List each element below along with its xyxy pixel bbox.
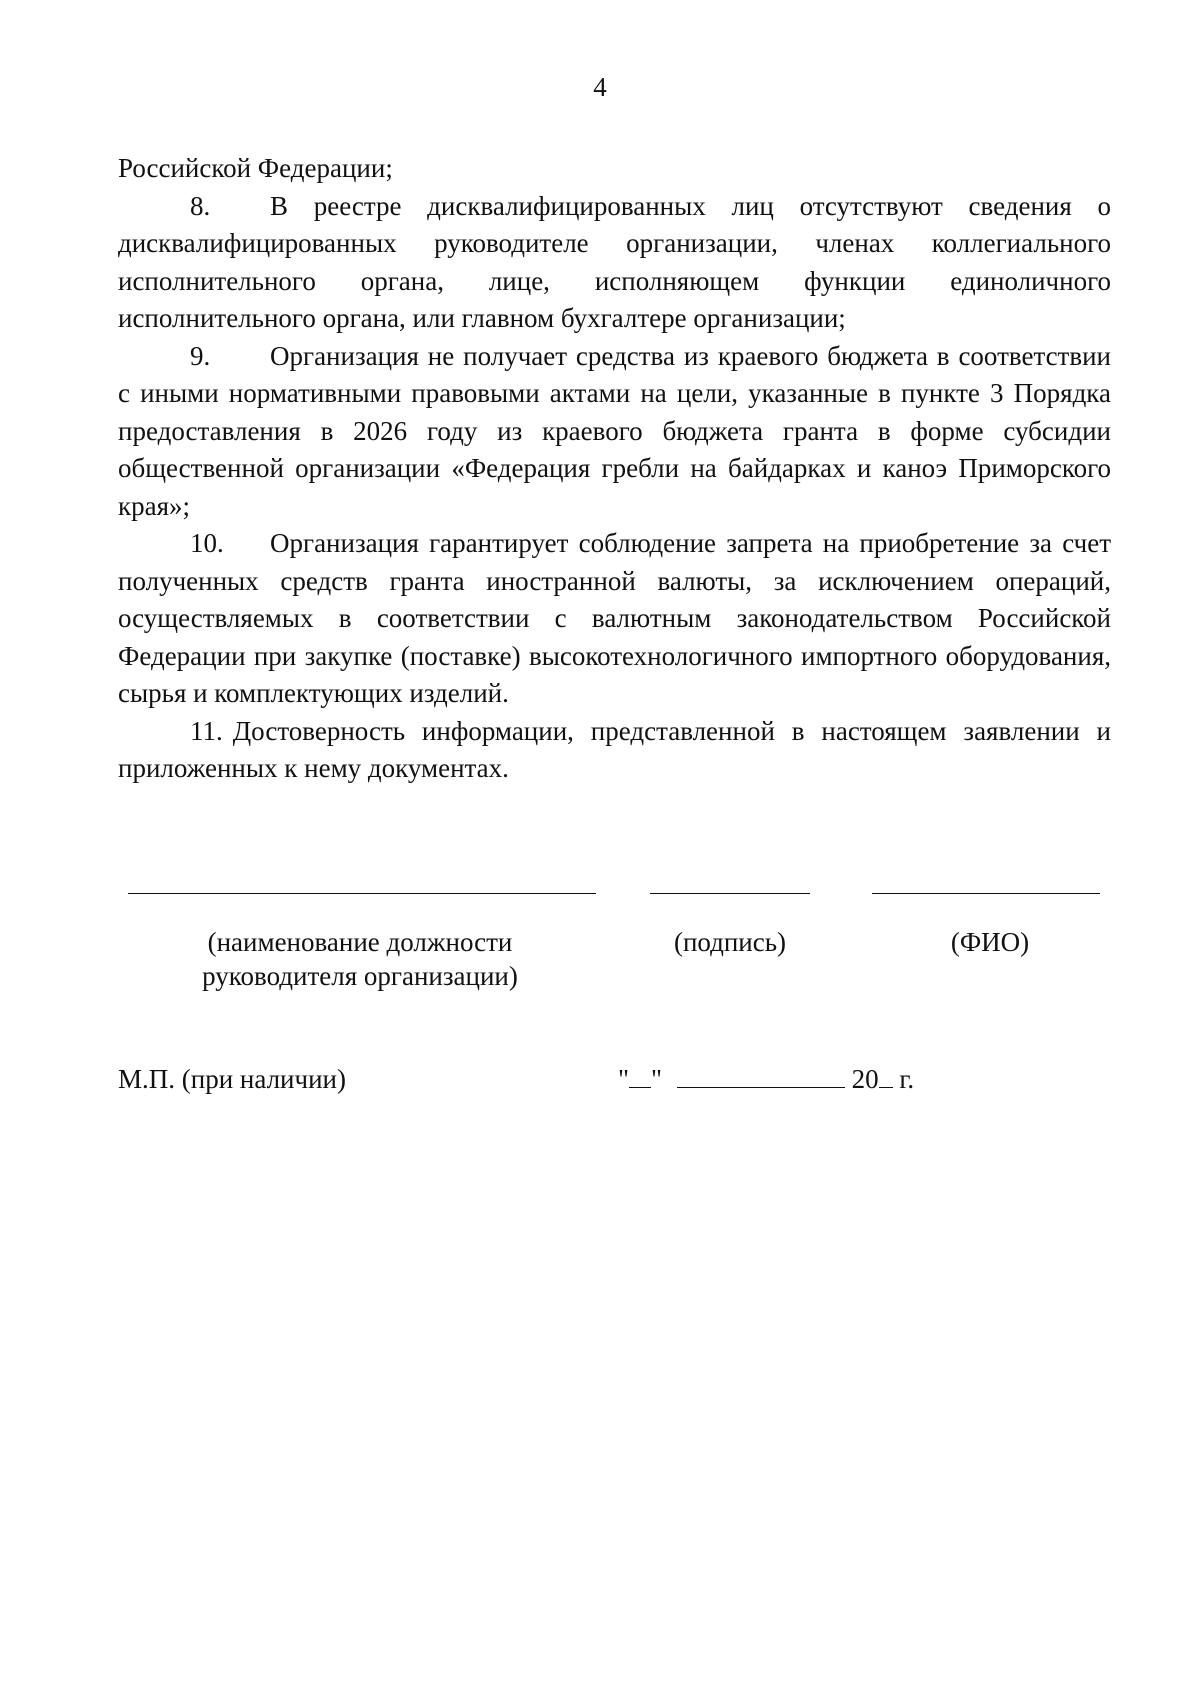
- item-text: Достоверность информации, представленной в настоящем заявлении и приложенных к нему документах.: [118, 715, 1111, 783]
- day-blank: [629, 1065, 651, 1088]
- stamp-label: М.П. (при наличии): [118, 1064, 346, 1094]
- date-quote-close: ": [651, 1064, 663, 1094]
- position-caption-line2: руководителя организации): [202, 961, 518, 991]
- continuation-text: Российской Федерации;: [118, 153, 393, 183]
- list-item-11: [118, 713, 1111, 788]
- item-text: Организация не получает средства из краевого бюджета в соответствии с иными нормативными правовыми актами на цели, указанные в пункте 3 Порядка предоставления в 2026 году из краевого бюджета гранта в форме субсидии общественной организации «Федерация гребли на байдарках и каноэ Приморского края»;: [118, 340, 1111, 521]
- item-number: 8.: [190, 190, 211, 221]
- item-text: Организация гарантирует соблюдение запрета на приобретение за счет полученных средств гранта иностранной валюты, за исключением операций, осуществляемых в соответствии с валютным законодательством Российской Федерации при закупке (поставке) высокотехнологичного импортного оборудования, сырья и комплектующих изделий.: [118, 528, 1111, 708]
- document-body: [118, 150, 1111, 788]
- page-number: 4: [593, 72, 607, 102]
- signature-block: [0, 893, 1200, 1013]
- name-line: [872, 893, 1100, 894]
- date-field: [618, 1064, 914, 1095]
- position-line: [128, 893, 596, 894]
- item-number: 10.: [190, 528, 224, 558]
- month-blank: [677, 1065, 845, 1088]
- item-number: 9.: [190, 340, 211, 371]
- list-item-9: [118, 338, 1111, 526]
- signature-line: [650, 893, 810, 894]
- position-caption: [150, 925, 570, 993]
- list-item-8: [118, 188, 1111, 338]
- year-prefix: 20: [851, 1064, 879, 1094]
- list-item-10: [118, 525, 1111, 713]
- date-quote-open: ": [618, 1064, 630, 1094]
- position-caption-line1: (наименование должности: [207, 927, 513, 957]
- year-suffix: г.: [899, 1064, 915, 1094]
- name-caption: (ФИО): [950, 927, 1030, 957]
- year-blank: [879, 1065, 893, 1088]
- item-text: В реестре дисквалифицированных лиц отсутствуют сведения о дисквалифицированных руководителе организации, членах коллегиального исполнительного органа, лице, исполняющем функции единоличного исполнительного органа, или главном бухгалтере организации;: [118, 190, 1111, 333]
- item-number: 11.: [190, 715, 223, 746]
- signature-caption: (подпись): [673, 927, 787, 957]
